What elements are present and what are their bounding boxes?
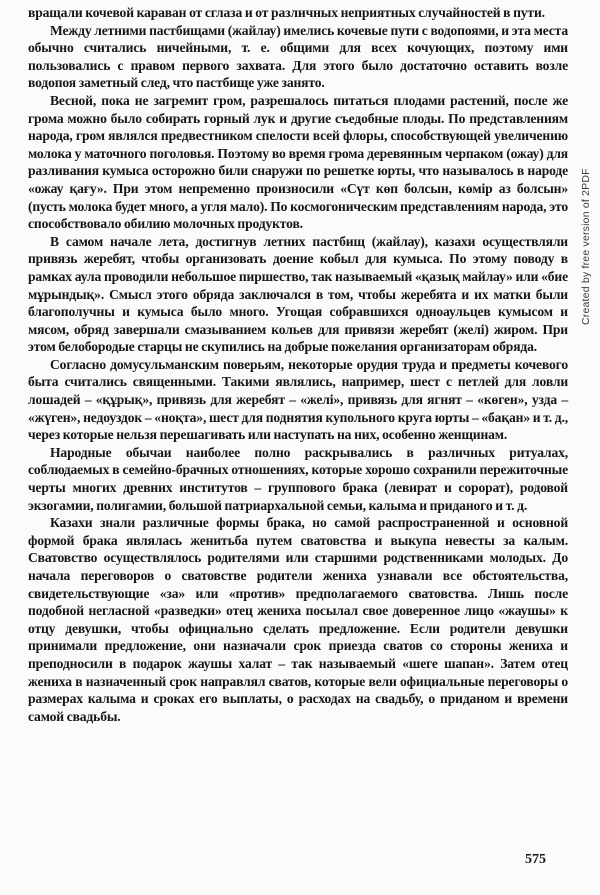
- paragraph-4: В самом начале лета, достигнув летних пастбищ (жайлау), казахи осуществляли привязь жеребят, чтобы организовать доение кобыл для кумыса. По этому поводу в рамках аула проводили небольшое пиршество, так называемый «қазық майлау» или «бие мұрындық». Смысл этого обряда заключался в том, чтобы жеребята и их матки были благополучны и кумыса было много. Угощая собравшихся одноаульцев кумысом и мясом, обряд завершали смазыванием кольев для привязи жеребят (желі) жиром. При этом белобородые старцы не скупились на добрые пожелания организаторам обряда.: [28, 233, 568, 355]
- document-body: [28, 4, 568, 725]
- paragraph-2: Между летними пастбищами (жайлау) имелись кочевые пути с водопоями, и эта места обычно считались ничейными, т. е. общими для всех кочующих, поэтому ими пользовались с правом первого захвата. Для этого было достаточно оставить возле водопоя заметный след, что пастбище уже занято.: [28, 22, 568, 91]
- page-number: 575: [525, 852, 546, 867]
- pdf-watermark: Created by free version of 2PDF: [580, 168, 592, 325]
- paragraph-3: Весной, пока не загремит гром, разрешалось питаться плодами растений, после же грома можно было собирать горный лук и другие съедобные плоды. По представлениям народа, гром являлся предвестником спелости всей флоры, способствующей увеличению молока у маточного поголовья. Поэтому во время грома деревянным черпаком (ожау) для разливания кумыса осторожно били снаружи по решетке юрты, что называлось в народе «ожау қағу». При этом непременно произносили «Сүт көп болсын, көмір аз болсын» (пусть молока будет много, а угля мало). По космогоническим представлениям народа, это способствовало обилию молочных продуктов.: [28, 92, 568, 232]
- paragraph-7: Казахи знали различные формы брака, но самой распространенной и основной формой брака являлась женитьба путем сватовства и выкупа невесты за калым. Сватовство осуществлялось родителями или старшими родственниками молодых. До начала переговоров о сватовстве родители жениха узнавали все обстоятельства, свидетельствующие «за» или «против» предполагаемого сватовства. Лишь после подобной негласной «разведки» отец жениха посылал свое доверенное лицо «жаушы» к отцу девушки, чтобы официально сделать предложение. Если родители девушки принимали предложение, они назначали срок приезда сватов со стороны жениха и преподносили в подарок жаушы халат – так называемый «шеге шапан». Затем отец жениха в назначенный срок направлял сватов, которые вели официальные переговоры о размерах калыма и сроках его выплаты, о расходах на свадьбу, о приданом и времени самой свадьбы.: [28, 515, 568, 724]
- paragraph-5: Согласно домусульманским поверьям, некоторые орудия труда и предметы кочевого быта считались священными. Такими являлись, например, шест с петлей для ловли лошадей – «құрық», привязь для жеребят – «желі», привязь для ягнят – «көген», узда – «жүген», недоуздок – «ноқта», шест для поднятия купольного круга юрты – «бақан» и т. д., через которые нельзя перешагивать или наступать на них, особенно женщинам.: [28, 356, 568, 443]
- paragraph-1: вращали кочевой караван от сглаза и от различных неприятных случайностей в пути.: [28, 5, 545, 20]
- paragraph-6: Народные обычаи наиболее полно раскрывались в различных ритуалах, соблюдаемых в семейно-брачных отношениях, которые хорошо сохранили пережиточные черты многих древних институтов – группового брака (левират и сорорат), родовой экзогамии, полигамии, большой патриархальной семьи, калыма и приданого и т. д.: [28, 444, 568, 513]
